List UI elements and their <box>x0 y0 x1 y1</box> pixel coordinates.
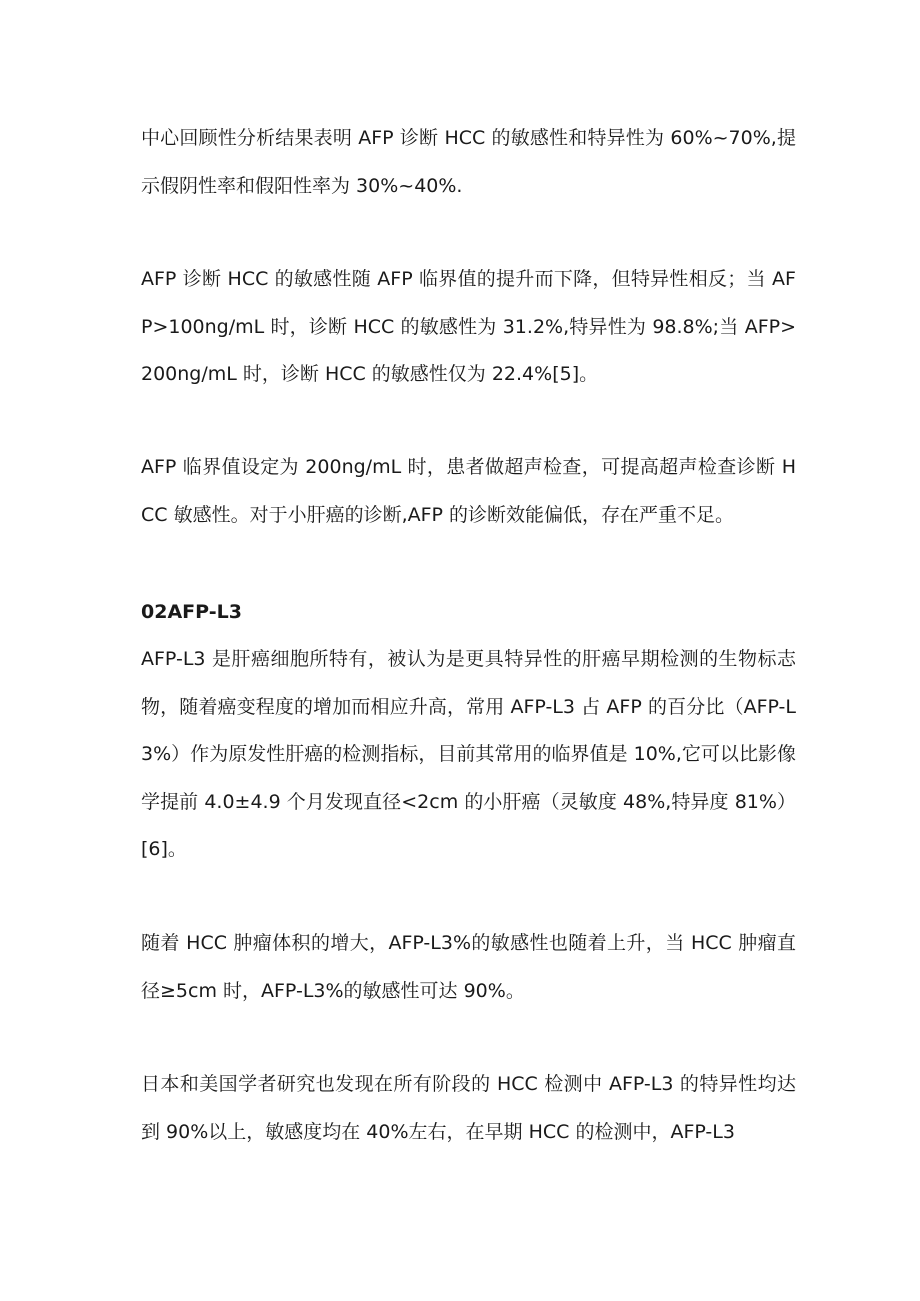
paragraph-afp-ultrasound: AFP 临界值设定为 200ng/mL 时，患者做超声检查，可提高超声检查诊断 HCC 敏感性。对于小肝癌的诊断,AFP 的诊断效能偏低，存在严重不足。 <box>141 456 796 526</box>
section-heading: 02AFP-L3 <box>141 601 242 623</box>
paragraph-afp-l3-studies: 日本和美国学者研究也发现在所有阶段的 HCC 检测中 AFP-L3 的特异性均达到 90%以上，敏感度均在 40%左右，在早期 HCC 的检测中，AFP-L3 <box>141 1073 796 1143</box>
paragraph-afp-l3-intro: AFP-L3 是肝癌细胞所特有，被认为是更具特异性的肝癌早期检测的生物标志物，随着癌变程度的增加而相应升高，常用 AFP-L3 占 AFP 的百分比（AFP-L3%）作为原发性肝癌的检测指标，目前其常用的临界值是 10%,它可以比影像学提前 4.0±4.9 个月发现直径<2cm 的小肝癌（灵敏度 48%,特异度 81%）[6]。 <box>141 648 796 860</box>
paragraph-afp-sensitivity-specificity: 中心回顾性分析结果表明 AFP 诊断 HCC 的敏感性和特异性为 60%~70%,提示假阴性率和假阳性率为 30%~40%. <box>141 127 796 197</box>
paragraph-afp-threshold: AFP 诊断 HCC 的敏感性随 AFP 临界值的提升而下降，但特异性相反；当 AFP>100ng/mL 时，诊断 HCC 的敏感性为 31.2%,特异性为 98.8%;当 AFP>200ng/mL 时，诊断 HCC 的敏感性仅为 22.4%[5]。 <box>141 268 796 385</box>
paragraph-afp-l3-tumor-size: 随着 HCC 肿瘤体积的增大，AFP-L3%的敏感性也随着上升，当 HCC 肿瘤直径≥5cm 时，AFP-L3%的敏感性可达 90%。 <box>141 932 796 1002</box>
